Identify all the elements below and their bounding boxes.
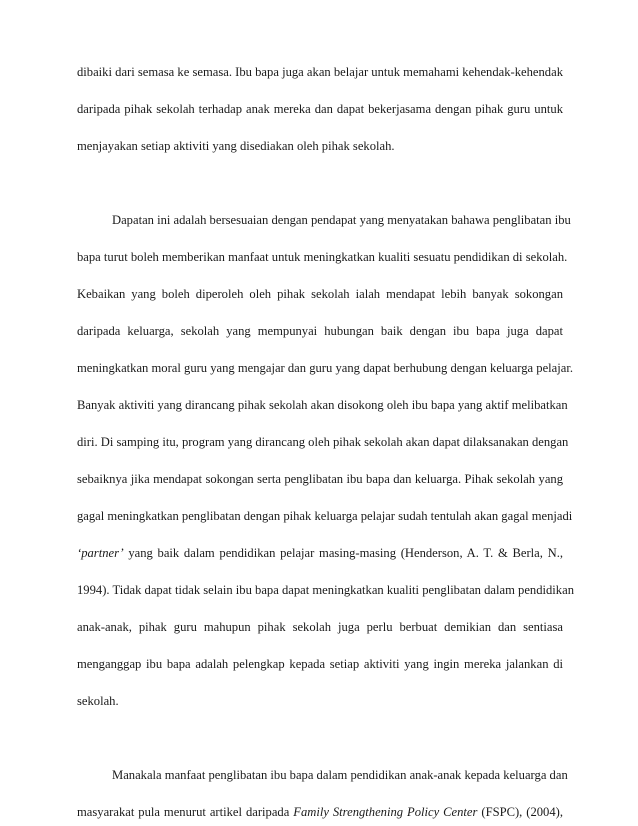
text-run: masyarakat pula menurut artikel daripada: [77, 805, 294, 819]
text-line: [77, 545, 563, 561]
text-line: Manakala manfaat penglibatan ibu bapa dalam pendidikan anak-anak kepada keluarga dan: [112, 768, 568, 782]
text-line: Dapatan ini adalah bersesuaian dengan pendapat yang menyatakan bahawa penglibatan ibu: [112, 213, 571, 227]
text-line: sekolah.: [77, 694, 119, 708]
text-line: bapa turut boleh memberikan manfaat untuk meningkatkan kualiti sesuatu pendidikan di sekolah.: [77, 250, 568, 264]
text-line: menjayakan setiap aktiviti yang disediakan oleh pihak sekolah.: [77, 139, 395, 153]
text-run: (FSPC), (2004),: [477, 805, 563, 819]
text-line: daripada keluarga, sekolah yang mempunyai hubungan baik dengan ibu bapa juga dapat: [77, 324, 563, 338]
text-line: meningkatkan moral guru yang mengajar dan guru yang dapat berhubung dengan keluarga pelajar.: [77, 361, 574, 375]
text-line: daripada pihak sekolah terhadap anak mereka dan dapat bekerjasama dengan pihak guru untuk: [77, 102, 563, 116]
text-line: dibaiki dari semasa ke semasa. Ibu bapa juga akan belajar untuk memahami kehendak-kehendak: [77, 65, 563, 79]
text-line: Banyak aktiviti yang dirancang pihak sekolah akan disokong oleh ibu bapa yang aktif melibatkan: [77, 398, 568, 412]
text-line: menganggap ibu bapa adalah pelengkap kepada setiap aktiviti yang ingin mereka jalankan di: [77, 657, 563, 671]
text-line: anak-anak, pihak guru mahupun pihak sekolah juga perlu berbuat demikian dan sentiasa: [77, 620, 563, 634]
text-line: 1994). Tidak dapat tidak selain ibu bapa dapat meningkatkan kualiti penglibatan dalam pendidikan: [77, 583, 574, 597]
text-run: yang baik dalam pendidikan pelajar masing-masing (Henderson, A. T. & Berla, N.,: [123, 546, 563, 560]
italic-term: ‘partner’: [77, 546, 124, 560]
text-line: gagal meningkatkan penglibatan dengan pihak keluarga pelajar sudah tentulah akan gagal menjadi: [77, 509, 573, 523]
text-line: [77, 804, 563, 820]
italic-organization-name: Family Strengthening Policy Center: [293, 805, 478, 819]
text-line: sebaiknya jika mendapat sokongan serta penglibatan ibu bapa dan keluarga. Pihak sekolah yang: [77, 472, 563, 486]
text-line: diri. Di samping itu, program yang dirancang oleh pihak sekolah akan dapat dilaksanakan dengan: [77, 435, 569, 449]
text-line: Kebaikan yang boleh diperoleh oleh pihak sekolah ialah mendapat lebih banyak sokongan: [77, 287, 563, 301]
